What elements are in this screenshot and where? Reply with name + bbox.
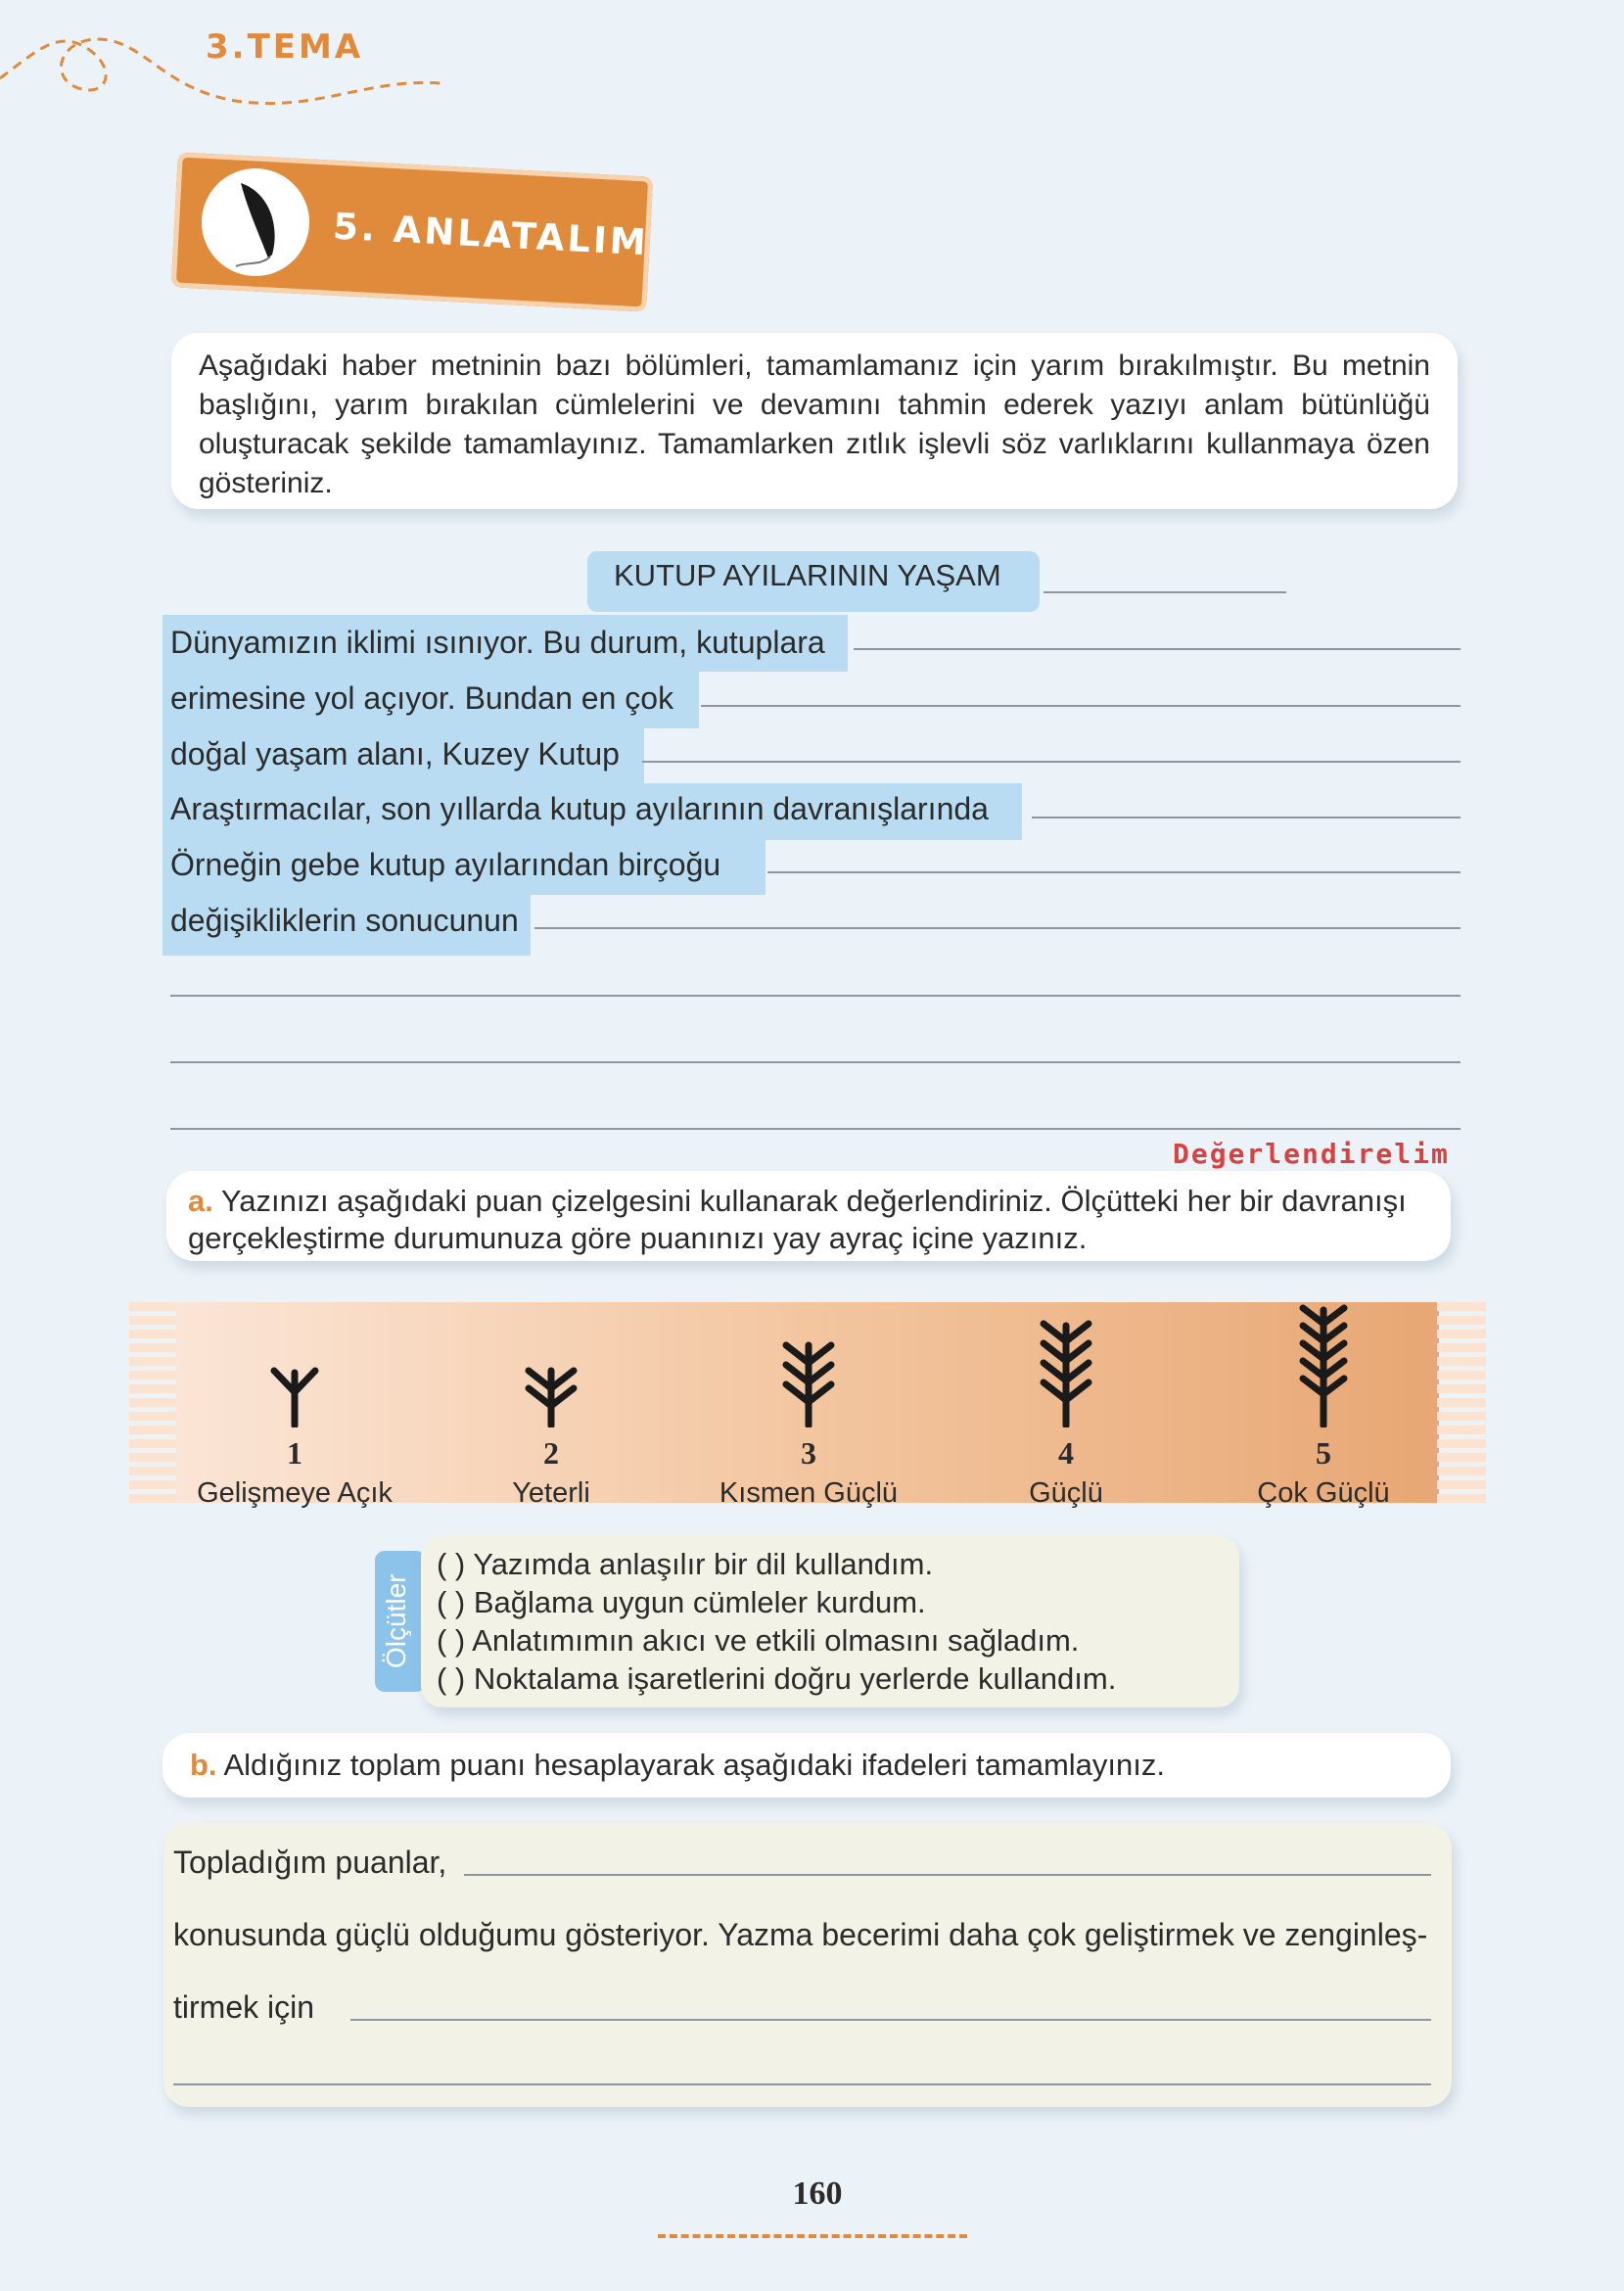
- answer-blank-line[interactable]: [173, 2083, 1431, 2085]
- story-line: Dünyamızın iklimi ısınıyor. Bu durum, kutuplara: [170, 625, 825, 660]
- scale-fringe-left: [129, 1302, 178, 1503]
- sprout-2-icon: [517, 1349, 585, 1427]
- scale-score: 4: [1058, 1435, 1074, 1471]
- answer-blank-line[interactable]: [854, 648, 1461, 650]
- answer-blank-line[interactable]: [350, 2019, 1431, 2021]
- answer-blank-line[interactable]: [701, 705, 1461, 707]
- scale-label: Gelişmeye Açık: [197, 1477, 393, 1509]
- evaluation-tag: Değerlendirelim: [1173, 1138, 1450, 1170]
- story-line: değişikliklerin sonucunun: [170, 903, 519, 938]
- story-line: Araştırmacılar, son yıllarda kutup ayılarının davranışlarında: [170, 791, 989, 826]
- question-a-letter: a.: [188, 1184, 213, 1218]
- criteria-item[interactable]: ( ) Yazımda anlaşılır bir dil kullandım.: [437, 1547, 934, 1581]
- question-a-card: [166, 1171, 1451, 1261]
- criteria-item[interactable]: ( ) Anlatımımın akıcı ve etkili olmasını sağladım.: [437, 1623, 1080, 1658]
- answer-blank-line[interactable]: [464, 1874, 1431, 1876]
- story-line: Örneğin gebe kutup ayılarından birçoğu: [170, 847, 721, 882]
- question-a-text: Yazınızı aşağıdaki puan çizelgesini kullanarak değerlendiriniz. Ölçütteki her bir davranışı gerçekleştirme durumunuza göre puanınızı yay ayraç içine yazınız.: [188, 1184, 1407, 1255]
- scale-score: 5: [1316, 1435, 1331, 1471]
- answer-blank-line[interactable]: [767, 871, 1461, 873]
- title-blank-line[interactable]: [1044, 591, 1286, 593]
- scale-label: Yeterli: [512, 1477, 590, 1509]
- criteria-tab-label: Ölçütler: [381, 1573, 411, 1668]
- scale-label: Çok Güçlü: [1257, 1477, 1390, 1509]
- criteria-item[interactable]: ( ) Noktalama işaretlerini doğru yerlerde kullandım.: [437, 1661, 1117, 1696]
- scale-label: Güçlü: [1029, 1477, 1103, 1509]
- sprout-3-icon: [774, 1333, 843, 1427]
- story-line: doğal yaşam alanı, Kuzey Kutup: [170, 736, 620, 771]
- criteria-item[interactable]: ( ) Bağlama uygun cümleler kurdum.: [437, 1585, 926, 1619]
- fill-line-3-text: tirmek için: [173, 1989, 315, 2025]
- feather-icon: [196, 163, 315, 282]
- answer-blank-line[interactable]: [534, 927, 1461, 929]
- fill-line-2-text: konusunda güçlü olduğumu gösteriyor. Yazma becerimi daha çok geliştirmek ve zenginleş-: [173, 1917, 1428, 1952]
- scale-score: 2: [543, 1435, 559, 1471]
- section-title: 5. ANLATALIM: [332, 205, 650, 264]
- answer-blank-line[interactable]: [1032, 817, 1461, 818]
- scale-label: Kısmen Güçlü: [719, 1477, 899, 1509]
- question-b-text: Aldığınız toplam puanı hesaplayarak aşağıdaki ifadeleri tamamlayınız.: [223, 1748, 1165, 1782]
- theme-label: 3.TEMA: [206, 27, 364, 67]
- page-number: 160: [792, 2175, 843, 2212]
- answer-blank-line[interactable]: [642, 761, 1461, 763]
- scale-score: 1: [287, 1435, 302, 1471]
- scale-level-3: [691, 1333, 926, 1510]
- question-b-letter: b.: [190, 1748, 217, 1782]
- story-line: erimesine yol açıyor. Bundan en çok: [170, 680, 674, 716]
- scale-level-1: [177, 1349, 412, 1510]
- scale-level-2: [434, 1349, 669, 1510]
- scale-level-5: [1206, 1304, 1441, 1510]
- page-number-underline: [658, 2234, 967, 2238]
- criteria-tab: [375, 1551, 426, 1692]
- answer-blank-line[interactable]: [170, 1128, 1461, 1130]
- answer-blank-line[interactable]: [170, 995, 1461, 997]
- sprout-5-icon: [1289, 1304, 1358, 1427]
- answer-blank-line[interactable]: [170, 1061, 1461, 1063]
- sprout-4-icon: [1032, 1318, 1100, 1427]
- scale-level-4: [949, 1318, 1183, 1510]
- scale-fringe-right: [1437, 1302, 1486, 1503]
- instruction-card: [171, 333, 1458, 509]
- instruction-text: Aşağıdaki haber metninin bazı bölümleri, tamamlamanız için yarım bırakılmıştır. Bu metnin başlığını, yarım bırakılan cümlelerini ve devamını tahmin ederek yazıyı anlam bütünlüğü oluşturacak şekilde tamamlayınız. Tamamlarken zıtlık işlevli söz varlıklarını kullanmaya özen gösteriniz.: [199, 350, 1430, 499]
- story-title: KUTUP AYILARININ YAŞAM: [614, 558, 1001, 592]
- sprout-1-icon: [260, 1349, 329, 1427]
- scale-score: 3: [801, 1435, 816, 1471]
- question-b-card: [162, 1733, 1451, 1798]
- fill-line-1-text: Topladığım puanlar,: [173, 1845, 447, 1880]
- criteria-card: [421, 1535, 1239, 1707]
